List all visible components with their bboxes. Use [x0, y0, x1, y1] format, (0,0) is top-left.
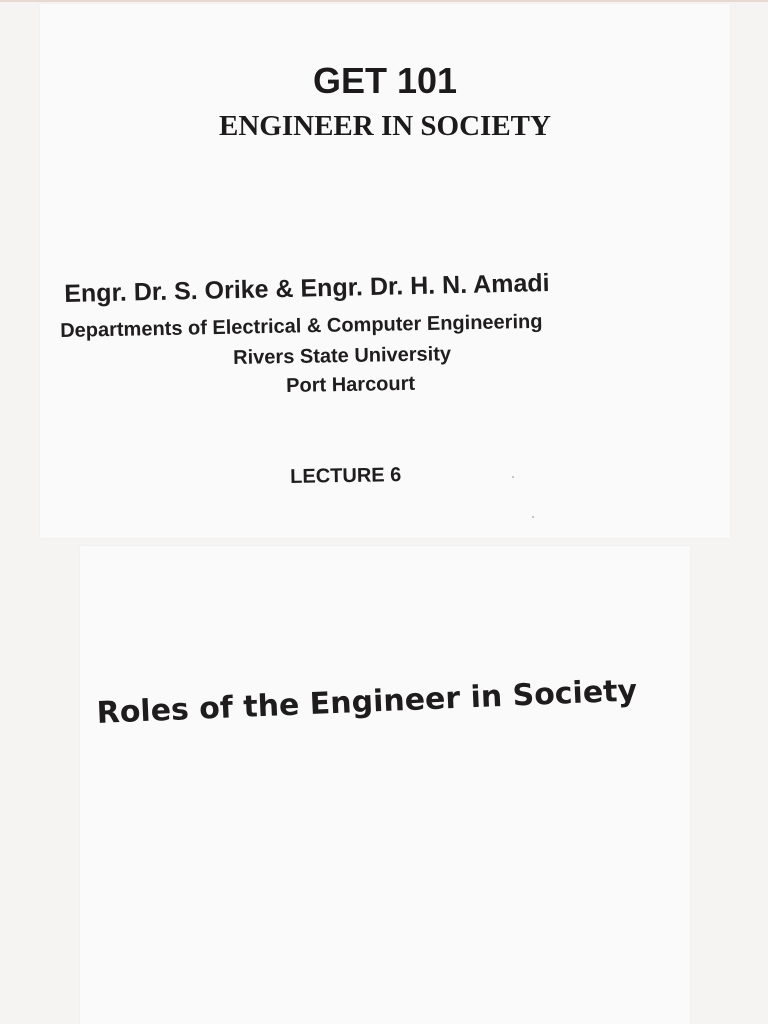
- authors-line: Engr. Dr. S. Orike & Engr. Dr. H. N. Amadi: [64, 268, 550, 308]
- slide-title-page: [40, 4, 730, 538]
- university-line: Rivers State University: [233, 343, 452, 369]
- department-line: Departments of Electrical & Computer Engineering: [60, 310, 543, 342]
- page-top-edge: [0, 0, 768, 2]
- slide-topic: [80, 546, 690, 1024]
- city-line: Port Harcourt: [286, 372, 416, 397]
- scan-speck: [532, 516, 534, 518]
- slide-title: Roles of the Engineer in Society: [96, 673, 638, 731]
- lecture-number: LECTURE 6: [290, 464, 402, 488]
- course-title: ENGINEER IN SOCIETY: [219, 110, 551, 142]
- course-code: GET 101: [312, 60, 458, 101]
- scan-speck: [512, 476, 514, 478]
